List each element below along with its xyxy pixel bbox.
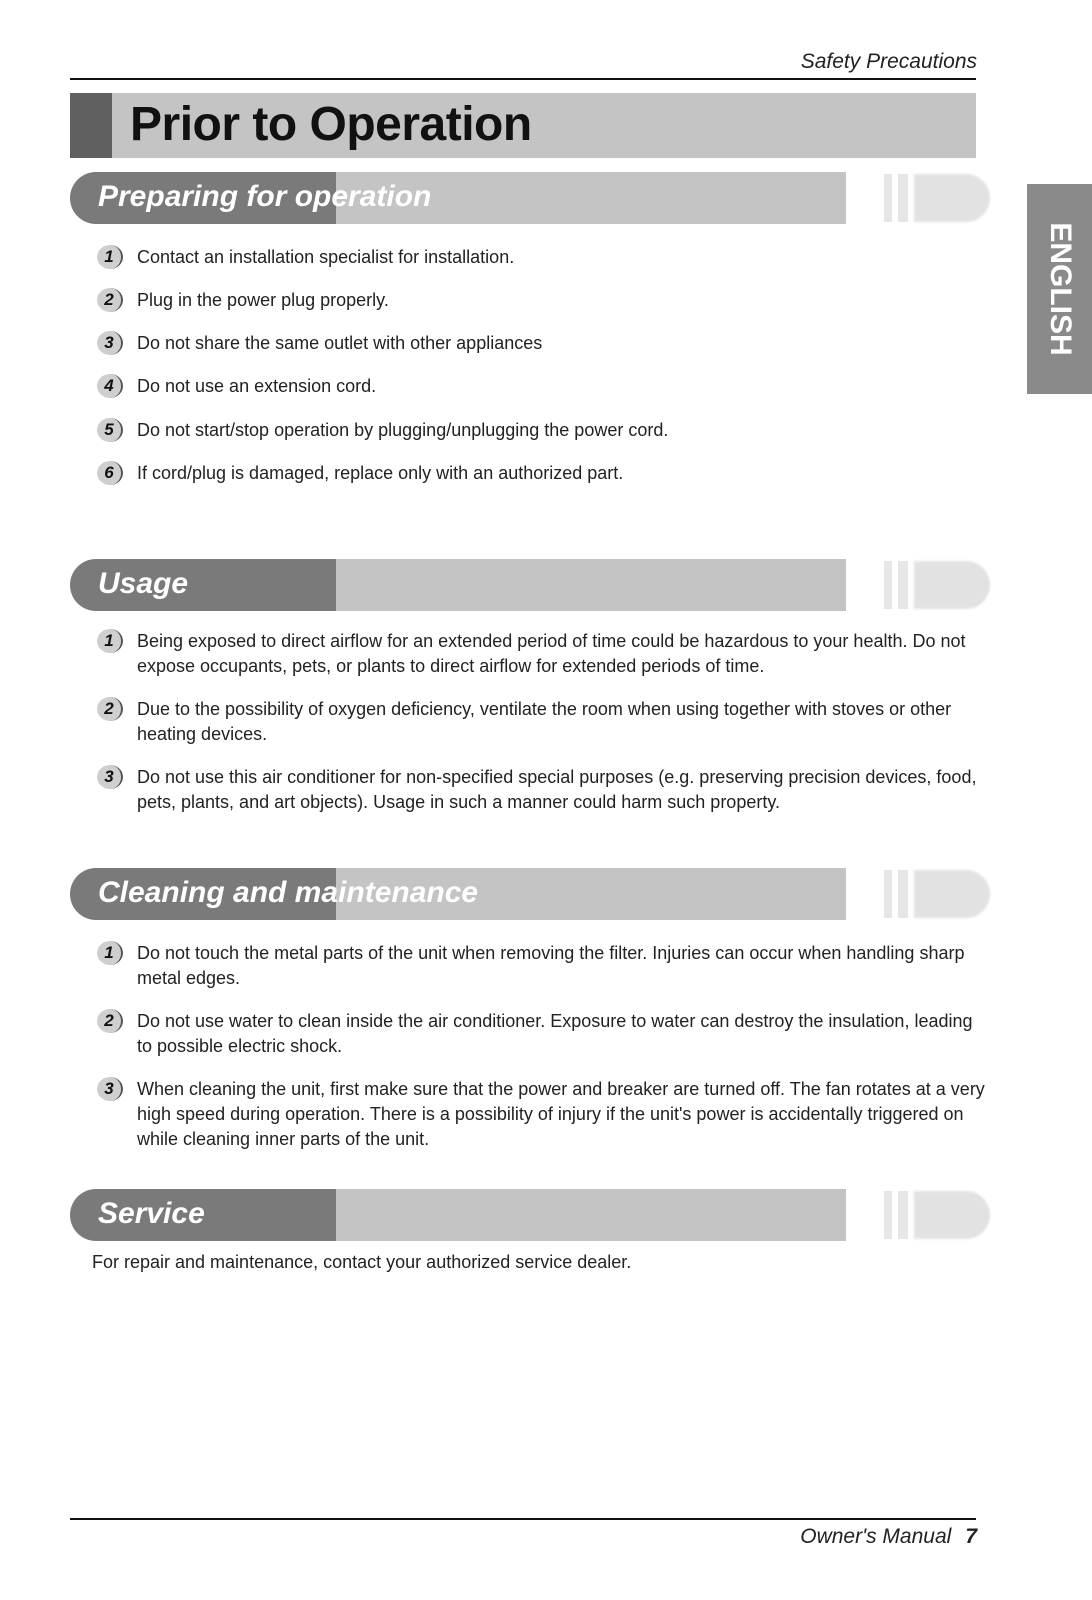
page-number: 7 (965, 1525, 977, 1548)
section-title: Usage (98, 567, 189, 600)
service-text: For repair and maintenance, contact your authorized service dealer. (92, 1252, 632, 1272)
item-number-badge: 3 (97, 765, 123, 789)
item-number-badge: 1 (97, 629, 123, 653)
section-heading-preparing (70, 172, 846, 224)
top-rule (70, 78, 976, 80)
item-text: Due to the possibility of oxygen deficiency, ventilate the room when using together with stoves or other heating devices. (137, 699, 952, 744)
item-number-badge: 4 (97, 374, 123, 398)
section-heading-service (70, 1189, 846, 1241)
footer-manual-label: Owner's Manual (800, 1525, 952, 1548)
item-text: Do not use an extension cord. (137, 376, 377, 396)
section-title: Preparing for operation (98, 180, 432, 213)
section-decoration (884, 868, 992, 920)
item-text: Plug in the power plug properly. (137, 290, 389, 310)
title-block-accent (70, 93, 112, 158)
item-number-badge: 3 (97, 331, 123, 355)
item-number-badge: 2 (97, 1009, 123, 1033)
item-number-badge: 6 (97, 461, 123, 485)
item-text: Contact an installation specialist for installation. (137, 247, 515, 267)
running-header: Safety Precautions (800, 50, 977, 73)
section-decoration (884, 1189, 992, 1241)
item-number-badge: 2 (97, 697, 123, 721)
section-decoration (884, 559, 992, 611)
item-text: Do not use this air conditioner for non-specified special purposes (e.g. preserving precision devices, food, pets, plants, and art objects). Usage in such a manner could harm such property. (137, 767, 977, 812)
item-number-badge: 2 (97, 288, 123, 312)
item-number-badge: 1 (97, 941, 123, 965)
title-bar (70, 93, 976, 158)
item-text: If cord/plug is damaged, replace only with an authorized part. (137, 463, 624, 483)
item-text: Do not share the same outlet with other appliances (137, 333, 543, 353)
page-title: Prior to Operation (130, 98, 532, 151)
item-text: Do not start/stop operation by plugging/unplugging the power cord. (137, 420, 669, 440)
section-heading-cleaning (70, 868, 846, 920)
item-number-badge: 5 (97, 418, 123, 442)
section-decoration (884, 172, 992, 224)
section-heading-usage (70, 559, 846, 611)
item-text: When cleaning the unit, first make sure that the power and breaker are turned off. The fan rotates at a very high speed during operation. There is a possibility of injury if the unit's power is accidentally triggered on while cleaning inner parts of the unit. (137, 1079, 985, 1149)
item-text: Do not touch the metal parts of the unit when removing the filter. Injuries can occur when handling sharp metal edges. (137, 943, 965, 988)
item-number-badge: 1 (97, 245, 123, 269)
item-text: Being exposed to direct airflow for an extended period of time could be hazardous to your health. Do not expose occupants, pets, or plants to direct airflow for extended periods of time. (137, 631, 966, 676)
page-footer (800, 1525, 977, 1549)
item-number-badge: 3 (97, 1077, 123, 1101)
language-tab[interactable] (1027, 184, 1092, 394)
section-title: Service (98, 1197, 205, 1230)
language-tab-label: ENGLISH (1043, 222, 1077, 356)
item-text: Do not use water to clean inside the air conditioner. Exposure to water can destroy the insulation, leading to possible electric shock. (137, 1011, 973, 1056)
section-title: Cleaning and maintenance (98, 876, 479, 909)
bottom-rule (70, 1518, 976, 1520)
